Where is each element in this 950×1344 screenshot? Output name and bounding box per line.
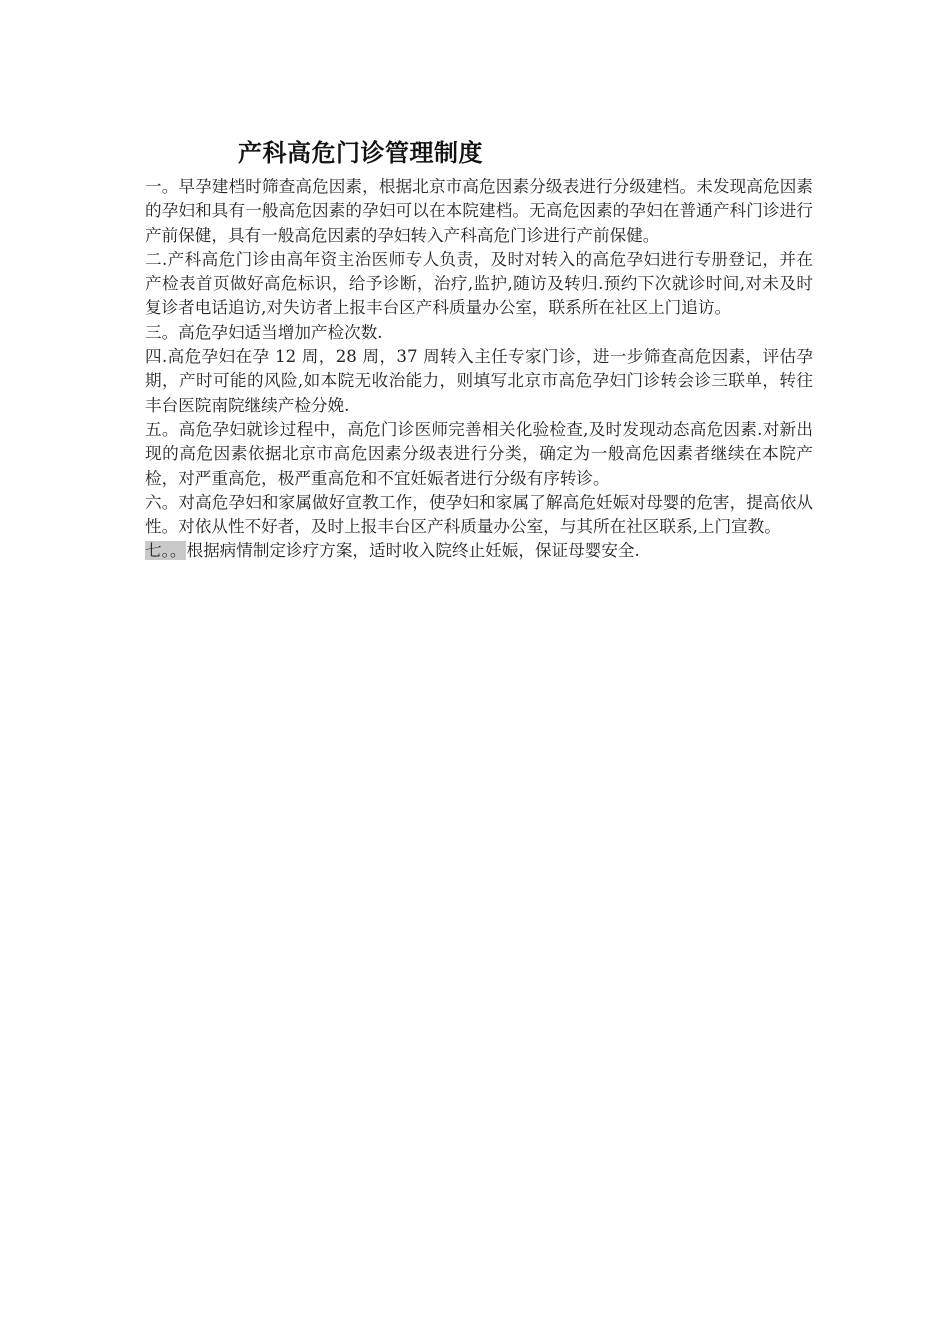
highlighted-prefix: 七。。	[145, 541, 187, 561]
paragraph-2: 二.产科高危门诊由高年资主治医师专人负责，及时对转入的高危孕妇进行专册登记，并在产检表首页做好高危标识，给予诊断，治疗,监护,随访及转归.预约下次就诊时间,对未及时复诊者电话追访,对失访者上报丰台区产科质量办公室，联系所在社区上门追访。	[145, 249, 813, 318]
paragraph-3: 三。高危孕妇适当增加产检次数.	[145, 322, 383, 342]
paragraph-7-text: 根据病情制定诊疗方案，适时收入院终止妊娠，保证母婴安全.	[186, 541, 640, 561]
paragraph-1: 一。早孕建档时筛查高危因素，根据北京市高危因素分级表进行分级建档。未发现高危因素的孕妇和具有一般高危因素的孕妇可以在本院建档。无高危因素的孕妇在普通产科门诊进行产前保健，具有一般高危因素的孕妇转入产科高危门诊进行产前保健。	[145, 177, 813, 245]
paragraph-4: 四.高危孕妇在孕 12 周，28 周，37 周转入主任专家门诊，进一步筛查高危因素，评估孕期，产时可能的风险,如本院无收治能力，则填写北京市高危孕妇门诊转会诊三联单，转往丰台医院南院继续产检分娩.	[145, 347, 813, 415]
document-body	[145, 175, 813, 564]
paragraph-5: 五。高危孕妇就诊过程中，高危门诊医师完善相关化验检查,及时发现动态高危因素.对新出现的高危因素依据北京市高危因素分级表进行分类，确定为一般高危因素者继续在本院产检，对严重高危，极严重高危和不宜妊娠者进行分级有序转诊。	[145, 419, 813, 488]
page-title: 产科高危门诊管理制度	[238, 139, 483, 167]
paragraph-7	[145, 539, 813, 563]
paragraph-6: 六。对高危孕妇和家属做好宣教工作，使孕妇和家属了解高危妊娠对母婴的危害，提高依从性。对依从性不好者，及时上报丰台区产科质量办公室，与其所在社区联系,上门宣教。	[145, 492, 813, 537]
